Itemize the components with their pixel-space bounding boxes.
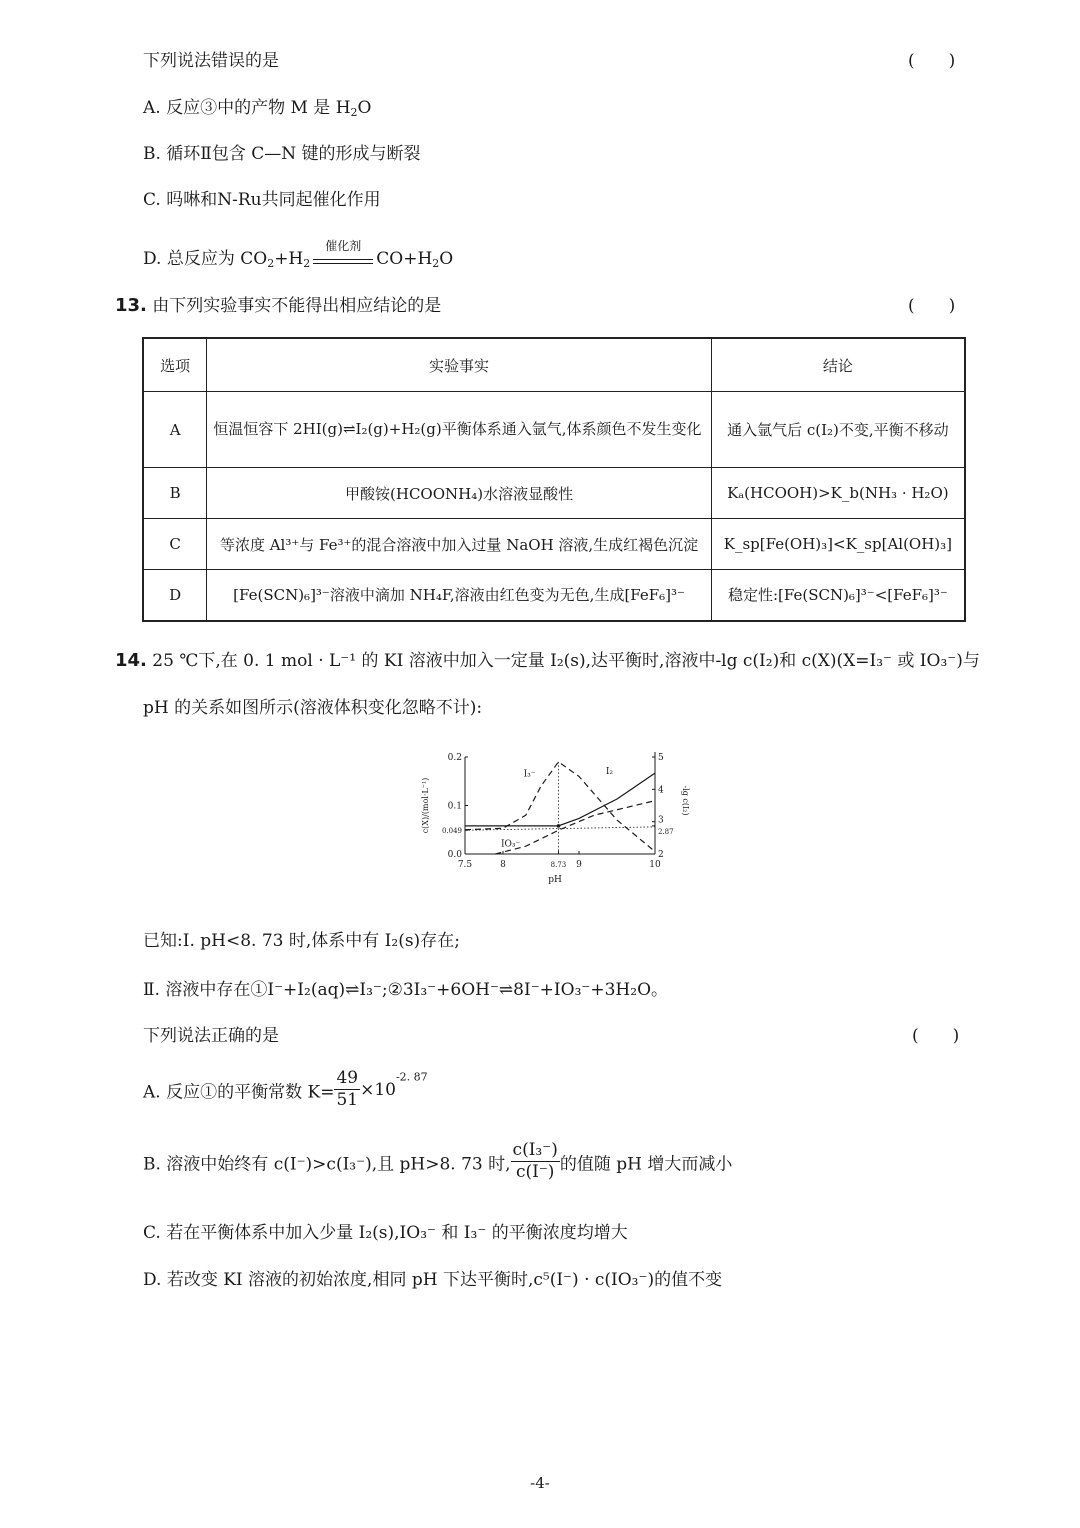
catalyst-arrow: 催化剂 (313, 251, 373, 269)
table-cell-option: C (143, 519, 207, 570)
x-tick-label: 8.73 (550, 861, 567, 869)
page-number: -4- (530, 1474, 550, 1492)
table-header: 结论 (711, 338, 965, 392)
y-right-tick-label: 4 (658, 785, 664, 796)
table-cell-conclusion: 通入氩气后 c(I₂)不变,平衡不移动 (711, 392, 965, 468)
table-row (143, 570, 965, 621)
table-cell-conclusion: 稳定性:[Fe(SCN)₆]³⁻<[FeF₆]³⁻ (711, 570, 965, 621)
y-axis-left-label: c(X)/(mol·L⁻¹) (421, 777, 430, 834)
q14-option-d: D. 若改变 KI 溶液的初始浓度,相同 pH 下达平衡时,c⁵(I⁻) · c(IO₃⁻)的值不变 (143, 1270, 723, 1290)
series-line (465, 762, 655, 852)
y-right-tick-label: 5 (658, 753, 664, 763)
table-row (143, 392, 965, 468)
y-left-tick-label: 0.049 (441, 827, 462, 836)
x-tick-label: 10 (649, 860, 661, 870)
q14-known-1: 已知:Ⅰ. pH<8. 73 时,体系中有 I₂(s)存在; (143, 931, 460, 951)
y-right-tick-label: 2 (658, 850, 664, 860)
table-header-row (143, 338, 965, 392)
x-tick-label: 9 (576, 860, 582, 870)
ph-concentration-chart (410, 742, 700, 892)
table-row (143, 519, 965, 570)
table-cell-conclusion: K_sp[Fe(OH)₃]<K_sp[Al(OH)₃] (711, 519, 965, 570)
q12-option-a: A. 反应③中的产物 M 是 $H_2O$ (143, 98, 372, 119)
q14-option-a: A. 反应①的平衡常数 K= $\frac{49}{51}$ $\times 10^{-2. 87}$ (143, 1068, 428, 1111)
table-header: 实验事实 (207, 338, 711, 392)
x-tick-label: 7.5 (457, 860, 473, 870)
q14-ask: 下列说法正确的是 (143, 1026, 279, 1046)
q14-stem-line2: pH 的关系如图所示(溶液体积变化忽略不计): (143, 698, 483, 718)
q14-option-c: C. 若在平衡体系中加入少量 I₂(s),IO₃⁻ 和 I₃⁻ 的平衡浓度均增大 (143, 1223, 628, 1243)
y-axis-right-label: -lg c(I₂) (681, 785, 690, 816)
q13-table (142, 337, 966, 622)
q14-option-b: B. 溶液中始终有 c(I⁻)>c(I₃⁻),且 pH>8. 73 时, $\frac{\text{c(I₃⁻)}}{c(I^-)}$ 的值随 pH 增大而减小 (143, 1140, 733, 1183)
x-axis-label: pH (548, 875, 562, 885)
y-right-tick-label: 3 (658, 815, 664, 826)
y-left-tick-label: 0.0 (447, 850, 462, 860)
table-cell-fact: 恒温恒容下 2HI(g)⇌I₂(g)+H₂(g)平衡体系通入氩气,体系颜色不发生变化 (207, 392, 711, 468)
x-tick-label: 8 (500, 860, 506, 870)
series-label-i3: I₃⁻ (523, 769, 536, 780)
q12-answer-paren: ( ) (908, 51, 956, 71)
y-right-tick-label: 2.87 (658, 827, 674, 836)
table-cell-fact: [Fe(SCN)₆]³⁻溶液中滴加 NH₄F,溶液由红色变为无色,生成[FeF₆]³⁻ (207, 570, 711, 621)
series-line (465, 773, 655, 826)
intersection-point (557, 824, 561, 828)
table-cell-option: B (143, 468, 207, 519)
table-cell-fact: 甲酸铵(HCOONH₄)水溶液显酸性 (207, 468, 711, 519)
table-cell-fact: 等浓度 Al³⁺与 Fe³⁺的混合溶液中加入过量 NaOH 溶液,生成红褐色沉淀 (207, 519, 711, 570)
series-label-io3: IO₃⁻ (500, 839, 521, 850)
table-cell-option: D (143, 570, 207, 621)
q14-known-2: Ⅱ. 溶液中存在①I⁻+I₂(aq)⇌I₃⁻;②3I₃⁻+6OH⁻⇌8I⁻+IO₃⁻+3H₂O。 (143, 980, 669, 1000)
q12-stem: 下列说法错误的是 (143, 51, 279, 71)
y-left-tick-label: 0.2 (447, 753, 462, 763)
series-label-i2: I₂ (605, 766, 613, 777)
table-cell-option: A (143, 392, 207, 468)
q13-answer-paren: ( ) (908, 296, 956, 316)
table-header: 选项 (143, 338, 207, 392)
q12-option-c: C. 吗啉和N-Ru共同起催化作用 (143, 190, 381, 210)
q14-answer-paren: ( ) (912, 1026, 960, 1046)
q13-heading: 13. 由下列实验事实不能得出相应结论的是 (115, 295, 442, 316)
table-cell-conclusion: Kₐ(HCOOH)>K_b(NH₃ · H₂O) (711, 468, 965, 519)
y-left-tick-label: 0.1 (447, 801, 462, 812)
q12-option-b: B. 循环Ⅱ包含 C—N 键的形成与断裂 (143, 144, 421, 164)
q12-option-d: D. 总反应为 $CO_2+H_2$ 催化剂 $CO+H_2O$ (143, 238, 454, 270)
table-row (143, 468, 965, 519)
q14-heading: 14. 25 ℃下,在 0. 1 mol · L⁻¹ 的 KI 溶液中加入一定量 I₂(s),达平衡时,溶液中-lg c(I₂)和 c(X)(X=I₃⁻ 或 IO₃⁻)与 (115, 650, 980, 671)
